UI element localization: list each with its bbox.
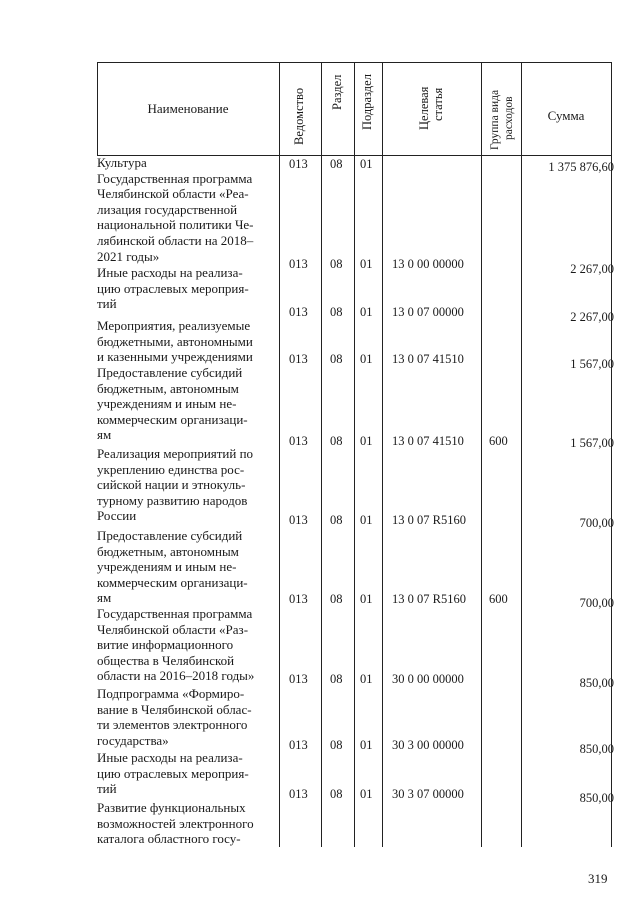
col-line-razdel (354, 62, 355, 847)
name-line: Челябинской области «Реа- (97, 186, 249, 202)
header-sum: Сумма (547, 108, 585, 123)
name-line: России (97, 508, 137, 524)
sum-cell: 1 567,00 (570, 436, 614, 450)
ved-cell: 013 (289, 305, 308, 319)
name-line: бюджетным, автономным (97, 380, 239, 396)
name-line: Челябинской области «Раз- (97, 621, 249, 637)
name-line: ти элементов электронного (97, 717, 248, 733)
name-line: Реализация мероприятий по (97, 446, 254, 461)
name-line: турному развитию народов (97, 492, 248, 508)
sum-cell: 850,00 (579, 791, 614, 805)
name-line: тий (97, 296, 117, 312)
row-name (97, 265, 269, 312)
ved-cell: 013 (289, 257, 308, 271)
name-line: общества в Челябинской (97, 652, 235, 668)
name-line: 2021 годы» (97, 248, 160, 264)
group-cell: 600 (489, 434, 508, 448)
name-line: лизация государственной (97, 201, 238, 217)
page-number: 319 (588, 871, 608, 886)
name-line: учреждениям и иным не- (97, 396, 237, 412)
podrazdel-cell: 01 (360, 305, 373, 319)
target-cell: 13 0 00 00000 (392, 257, 464, 271)
ved-cell: 013 (289, 434, 308, 448)
razdel-cell: 08 (330, 434, 343, 448)
sum-cell: 700,00 (579, 516, 614, 530)
ved-cell: 013 (289, 157, 308, 171)
name-line: бюджетным, автономным (97, 543, 239, 559)
razdel-cell: 08 (330, 513, 343, 527)
col-line-podrazdel (382, 62, 383, 847)
ved-cell: 013 (289, 352, 308, 366)
target-cell: 30 3 07 00000 (392, 787, 464, 801)
ved-cell: 013 (289, 672, 308, 686)
razdel-cell: 08 (330, 592, 343, 606)
name-line: бюджетными, автономными (97, 333, 253, 349)
row-name (97, 686, 269, 748)
target-cell: 30 3 00 00000 (392, 738, 464, 752)
name-line: Государственная программа (97, 606, 253, 621)
podrazdel-cell: 01 (360, 592, 373, 606)
header-target-line2: статья (431, 87, 445, 121)
ved-cell: 013 (289, 787, 308, 801)
row-name (97, 155, 269, 264)
name-line: и казенными учреждениями (97, 349, 253, 365)
row-name (97, 318, 269, 365)
razdel-cell: 08 (330, 352, 343, 366)
ved-cell: 013 (289, 738, 308, 752)
name-line: сийской нации и этнокуль- (97, 477, 246, 493)
target-cell: 30 0 00 00000 (392, 672, 464, 686)
header-razdel: Раздел (330, 74, 344, 110)
col-line-group (521, 62, 522, 847)
sum-cell: 700,00 (579, 596, 614, 610)
name-line: национальной политики Че- (97, 217, 254, 233)
row-name (97, 606, 269, 684)
sum-cell: 2 267,00 (570, 310, 614, 324)
ved-cell: 013 (289, 513, 308, 527)
row-name (97, 446, 269, 524)
row-name (97, 528, 269, 606)
name-line: коммерческим организаци- (97, 574, 248, 590)
group-cell: 600 (489, 592, 508, 606)
name-line: Иные расходы на реализа- (97, 750, 243, 765)
name-line: Предоставление субсидий (97, 528, 243, 543)
name-line: укреплению единства рос- (97, 461, 245, 477)
name-line: ям (97, 427, 112, 443)
name-line: Подпрограмма «Формиро- (97, 686, 245, 701)
name-line: Предоставление субсидий (97, 365, 243, 380)
name-line: Культура (97, 155, 147, 170)
target-cell: 13 0 07 R5160 (392, 592, 466, 606)
target-cell: 13 0 07 00000 (392, 305, 464, 319)
razdel-cell: 08 (330, 157, 343, 171)
header-group-line2: расходов (503, 96, 515, 140)
name-line: каталога областного госу- (97, 831, 241, 847)
col-line-target (481, 62, 482, 847)
name-line: лябинской области на 2018– (97, 232, 254, 248)
name-line: возможностей электронного (97, 815, 254, 831)
target-cell: 13 0 07 R5160 (392, 513, 466, 527)
header-vedomstvo: Ведомство (292, 87, 306, 145)
col-line-ved (321, 62, 322, 847)
name-line: области на 2016–2018 годы» (97, 668, 255, 684)
razdel-cell: 08 (330, 672, 343, 686)
header-podrazdel: Подраздел (360, 74, 374, 130)
col-line-right (611, 62, 612, 847)
row-name (97, 800, 269, 847)
name-line: коммерческим организаци- (97, 411, 248, 427)
name-line: вание в Челябинской облас- (97, 701, 252, 717)
col-line-name (279, 62, 280, 847)
name-line: Государственная программа (97, 170, 253, 186)
row-name (97, 750, 269, 797)
razdel-cell: 08 (330, 257, 343, 271)
razdel-cell: 08 (330, 787, 343, 801)
podrazdel-cell: 01 (360, 434, 373, 448)
sum-cell: 2 267,00 (570, 262, 614, 276)
name-line: тий (97, 781, 117, 797)
podrazdel-cell: 01 (360, 738, 373, 752)
target-cell: 13 0 07 41510 (392, 352, 464, 366)
razdel-cell: 08 (330, 738, 343, 752)
ved-cell: 013 (289, 592, 308, 606)
podrazdel-cell: 01 (360, 157, 373, 171)
name-line: ям (97, 590, 112, 606)
name-line: государства» (97, 732, 169, 748)
header-target-line1: Целевая (417, 86, 431, 130)
name-line: витие информационного (97, 637, 234, 653)
row-name (97, 365, 269, 443)
name-line: цию отраслевых мероприя- (97, 280, 249, 296)
podrazdel-cell: 01 (360, 513, 373, 527)
podrazdel-cell: 01 (360, 672, 373, 686)
header-name: Наименование (147, 101, 229, 116)
razdel-cell: 08 (330, 305, 343, 319)
sum-cell: 850,00 (579, 676, 614, 690)
sum-cell: 850,00 (579, 742, 614, 756)
name-line: Мероприятия, реализуемые (97, 318, 251, 333)
target-cell: 13 0 07 41510 (392, 434, 464, 448)
name-line: Иные расходы на реализа- (97, 265, 243, 280)
name-line: Развитие функциональных (97, 800, 246, 815)
header-group-line1: Группа вида (489, 89, 501, 150)
name-line: учреждениям и иным не- (97, 559, 237, 575)
podrazdel-cell: 01 (360, 352, 373, 366)
name-line: цию отраслевых мероприя- (97, 765, 249, 781)
podrazdel-cell: 01 (360, 787, 373, 801)
sum-cell: 1 567,00 (570, 357, 614, 371)
sum-cell: 1 375 876,60 (548, 160, 614, 174)
podrazdel-cell: 01 (360, 257, 373, 271)
